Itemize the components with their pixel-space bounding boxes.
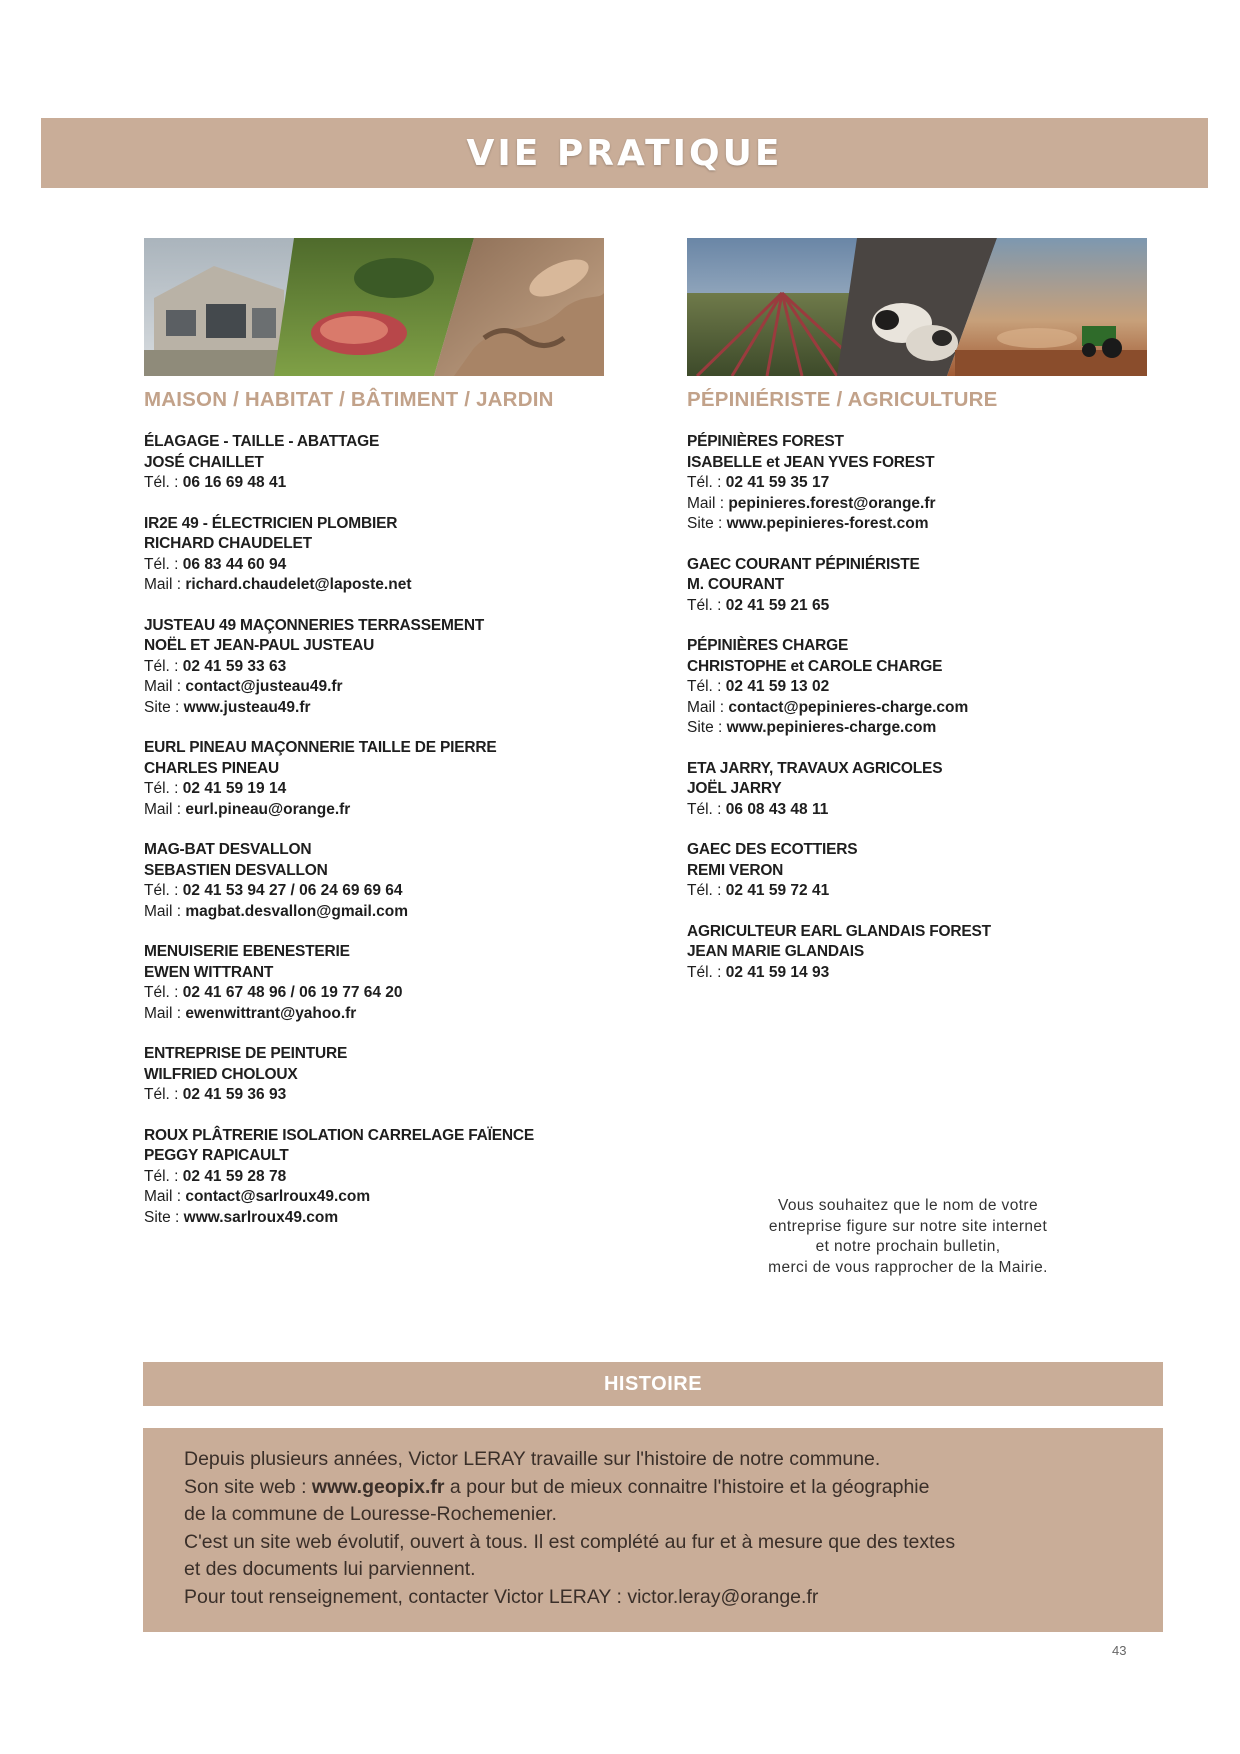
email-row — [687, 494, 1157, 515]
business-entry — [144, 840, 604, 922]
histoire-line: de la commune de Louresse-Rochemenier. — [184, 1503, 557, 1526]
phone-row — [144, 657, 604, 678]
business-name: MENUISERIE EBENESTERIE — [144, 943, 350, 960]
phone-value: 02 41 59 35 17 — [725, 474, 830, 491]
phone-value: 06 08 43 48 11 — [725, 800, 829, 818]
contact-person: JOSÉ CHAILLET — [144, 453, 264, 471]
histoire-text-box — [143, 1428, 1163, 1632]
agriculture-heading: PÉPINIÉRISTE / AGRICULTURE — [687, 388, 998, 411]
website-value[interactable]: www.sarlroux49.com — [183, 1208, 339, 1226]
maison-habitat-collage-image — [144, 238, 604, 376]
email-value[interactable]: ewenwittrant@yahoo.fr — [185, 1004, 357, 1022]
email-label: Mail : — [144, 1188, 186, 1205]
contact-person: EWEN WITTRANT — [144, 963, 274, 981]
phone-row — [144, 779, 604, 800]
maison-habitat-heading: MAISON / HABITAT / BÂTIMENT / JARDIN — [144, 388, 554, 411]
website-label: Site : — [144, 1208, 184, 1226]
business-entry — [144, 942, 604, 1024]
email-row — [144, 800, 604, 821]
phone-label: Tél. : — [144, 1086, 183, 1103]
histoire-line: C'est un site web évolutif, ouvert à tous. Il est complété au fur et à mesure que des textes — [184, 1530, 956, 1553]
business-name: MAG-BAT DESVALLON — [144, 841, 312, 858]
histoire-line: et des documents lui parviennent. — [184, 1558, 476, 1581]
phone-row — [144, 1167, 604, 1188]
email-row — [144, 1187, 604, 1208]
email-row — [687, 698, 1157, 719]
contact-person: NOËL ET JEAN-PAUL JUSTEAU — [144, 637, 375, 654]
website-value[interactable]: www.justeau49.fr — [183, 698, 311, 716]
contact-person: REMI VERON — [687, 861, 784, 879]
phone-label: Tél. : — [144, 474, 183, 491]
histoire-text: Son site web : — [184, 1475, 312, 1498]
email-value[interactable]: contact@justeau49.fr — [185, 678, 343, 695]
website-row — [144, 1208, 604, 1229]
business-name: ROUX PLÂTRERIE ISOLATION CARRELAGE FAÏENCE — [144, 1126, 535, 1144]
agriculture-column — [687, 388, 1157, 1003]
website-label: Site : — [687, 515, 727, 532]
business-entry — [687, 636, 1157, 739]
contact-person: CHRISTOPHE et CAROLE CHARGE — [687, 657, 943, 675]
phone-row — [687, 596, 1157, 617]
notice-line: et notre prochain bulletin, — [815, 1238, 1001, 1255]
contact-person: WILFRIED CHOLOUX — [144, 1065, 298, 1083]
agriculture-list — [687, 432, 1157, 983]
business-entry — [144, 1044, 604, 1106]
notice-line: Vous souhaitez que le nom de votre — [777, 1197, 1039, 1214]
website-label: Site : — [144, 698, 184, 716]
phone-value: 02 41 59 28 78 — [182, 1167, 287, 1185]
business-name: JUSTEAU 49 MAÇONNERIES TERRASSEMENT — [144, 616, 485, 634]
business-name: GAEC COURANT PÉPINIÉRISTE — [687, 555, 920, 573]
business-entry — [687, 840, 1157, 902]
histoire-line: Depuis plusieurs années, Victor LERAY travaille sur l'histoire de notre commune. — [184, 1448, 881, 1470]
business-entry — [144, 1126, 604, 1229]
contact-person: JEAN MARIE GLANDAIS — [687, 943, 865, 960]
website-row — [687, 514, 1157, 535]
email-value[interactable]: magbat.desvallon@gmail.com — [185, 902, 409, 920]
business-entry — [144, 432, 604, 494]
phone-value: 06 83 44 60 94 — [182, 555, 287, 573]
contact-person: RICHARD CHAUDELET — [144, 535, 312, 552]
histoire-text: a pour but de mieux connaitre l'histoire et la géographie — [444, 1475, 930, 1498]
business-name: GAEC DES ECOTTIERS — [687, 841, 858, 858]
maison-habitat-column — [144, 388, 604, 1248]
email-label: Mail : — [144, 902, 186, 920]
email-row — [144, 575, 604, 596]
business-entry — [687, 759, 1157, 821]
page-title: VIE PRATIQUE — [466, 132, 783, 174]
business-entry — [687, 555, 1157, 617]
phone-value: 02 41 59 72 41 — [725, 882, 830, 899]
email-value[interactable]: pepinieres.forest@orange.fr — [728, 494, 936, 512]
business-name: ETA JARRY, TRAVAUX AGRICOLES — [687, 759, 943, 777]
email-label: Mail : — [144, 576, 186, 593]
phone-value: 02 41 53 94 27 / 06 24 69 69 64 — [182, 882, 403, 899]
business-entry — [144, 616, 604, 719]
section-banner — [41, 118, 1208, 188]
business-entry — [144, 738, 604, 820]
email-value[interactable]: richard.chaudelet@laposte.net — [185, 576, 412, 593]
phone-label: Tél. : — [687, 678, 726, 695]
geopix-link[interactable]: www.geopix.fr — [311, 1475, 445, 1498]
business-name: ÉLAGAGE - TAILLE - ABATTAGE — [144, 433, 380, 450]
phone-row — [144, 473, 604, 494]
business-entry — [144, 514, 604, 596]
phone-label: Tél. : — [687, 596, 726, 614]
maison-habitat-list — [144, 432, 604, 1228]
histoire-line — [184, 1474, 1123, 1502]
phone-label: Tél. : — [687, 882, 726, 899]
phone-value: 02 41 59 19 14 — [182, 780, 287, 797]
phone-row — [144, 555, 604, 576]
agriculture-collage-image — [687, 238, 1147, 376]
website-row — [687, 718, 1157, 739]
histoire-title: HISTOIRE — [603, 1372, 703, 1395]
phone-value: 06 16 69 48 41 — [182, 474, 287, 491]
email-value[interactable]: contact@pepinieres-charge.com — [728, 698, 969, 716]
phone-label: Tél. : — [144, 780, 183, 797]
contact-person: PEGGY RAPICAULT — [144, 1147, 289, 1164]
business-name: PÉPINIÈRES FOREST — [687, 433, 844, 450]
phone-row — [687, 473, 1157, 494]
phone-value: 02 41 67 48 96 / 06 19 77 64 20 — [182, 984, 403, 1001]
phone-value: 02 41 59 14 93 — [725, 963, 830, 981]
business-name: EURL PINEAU MAÇONNERIE TAILLE DE PIERRE — [144, 739, 497, 756]
phone-label: Tél. : — [144, 882, 183, 899]
email-row — [144, 677, 604, 698]
business-name: ENTREPRISE DE PEINTURE — [144, 1045, 348, 1062]
phone-label: Tél. : — [144, 984, 183, 1001]
business-name: IR2E 49 - ÉLECTRICIEN PLOMBIER — [144, 514, 398, 532]
phone-row — [144, 881, 604, 902]
phone-row — [144, 1085, 604, 1106]
contact-person: M. COURANT — [687, 576, 785, 593]
phone-label: Tél. : — [144, 1167, 183, 1185]
notice-line: entreprise figure sur notre site internet — [768, 1217, 1048, 1235]
notice-line: merci de vous rapprocher de la Mairie. — [768, 1258, 1048, 1276]
phone-label: Tél. : — [144, 657, 183, 675]
phone-label: Tél. : — [687, 474, 726, 491]
email-label: Mail : — [144, 678, 186, 695]
business-name: AGRICULTEUR EARL GLANDAIS FOREST — [687, 922, 991, 940]
contact-person: SEBASTIEN DESVALLON — [144, 861, 328, 879]
email-label: Mail : — [144, 1004, 186, 1022]
phone-row — [687, 963, 1157, 984]
email-value[interactable]: contact@sarlroux49.com — [185, 1188, 371, 1205]
phone-value: 02 41 59 36 93 — [182, 1086, 287, 1103]
website-label: Site : — [687, 719, 727, 736]
phone-row — [144, 983, 604, 1004]
email-label: Mail : — [687, 494, 729, 512]
email-row — [144, 1004, 604, 1025]
website-value[interactable]: www.pepinieres-forest.com — [726, 515, 929, 532]
email-value[interactable]: eurl.pineau@orange.fr — [185, 800, 351, 818]
phone-row — [687, 881, 1157, 902]
phone-row — [687, 800, 1157, 821]
phone-label: Tél. : — [687, 800, 726, 818]
phone-value: 02 41 59 21 65 — [725, 596, 830, 614]
business-entry — [687, 922, 1157, 984]
email-label: Mail : — [144, 800, 186, 818]
website-value[interactable]: www.pepinieres-charge.com — [726, 719, 937, 736]
business-name: PÉPINIÈRES CHARGE — [687, 637, 849, 654]
contact-person: ISABELLE et JEAN YVES FOREST — [687, 453, 935, 471]
phone-row — [687, 677, 1157, 698]
email-row — [144, 902, 604, 923]
website-row — [144, 698, 604, 719]
phone-label: Tél. : — [687, 963, 726, 981]
histoire-line: Pour tout renseignement, contacter Victor LERAY : victor.leray@orange.fr — [184, 1585, 819, 1608]
email-label: Mail : — [687, 698, 729, 716]
business-entry — [687, 432, 1157, 535]
phone-value: 02 41 59 33 63 — [182, 657, 287, 675]
contact-person: JOËL JARRY — [687, 780, 782, 797]
phone-label: Tél. : — [144, 555, 183, 573]
histoire-banner — [143, 1362, 1163, 1406]
mairie-notice — [718, 1196, 1098, 1278]
page-number: 43 — [1112, 1643, 1127, 1658]
contact-person: CHARLES PINEAU — [144, 759, 279, 777]
phone-value: 02 41 59 13 02 — [725, 678, 830, 695]
